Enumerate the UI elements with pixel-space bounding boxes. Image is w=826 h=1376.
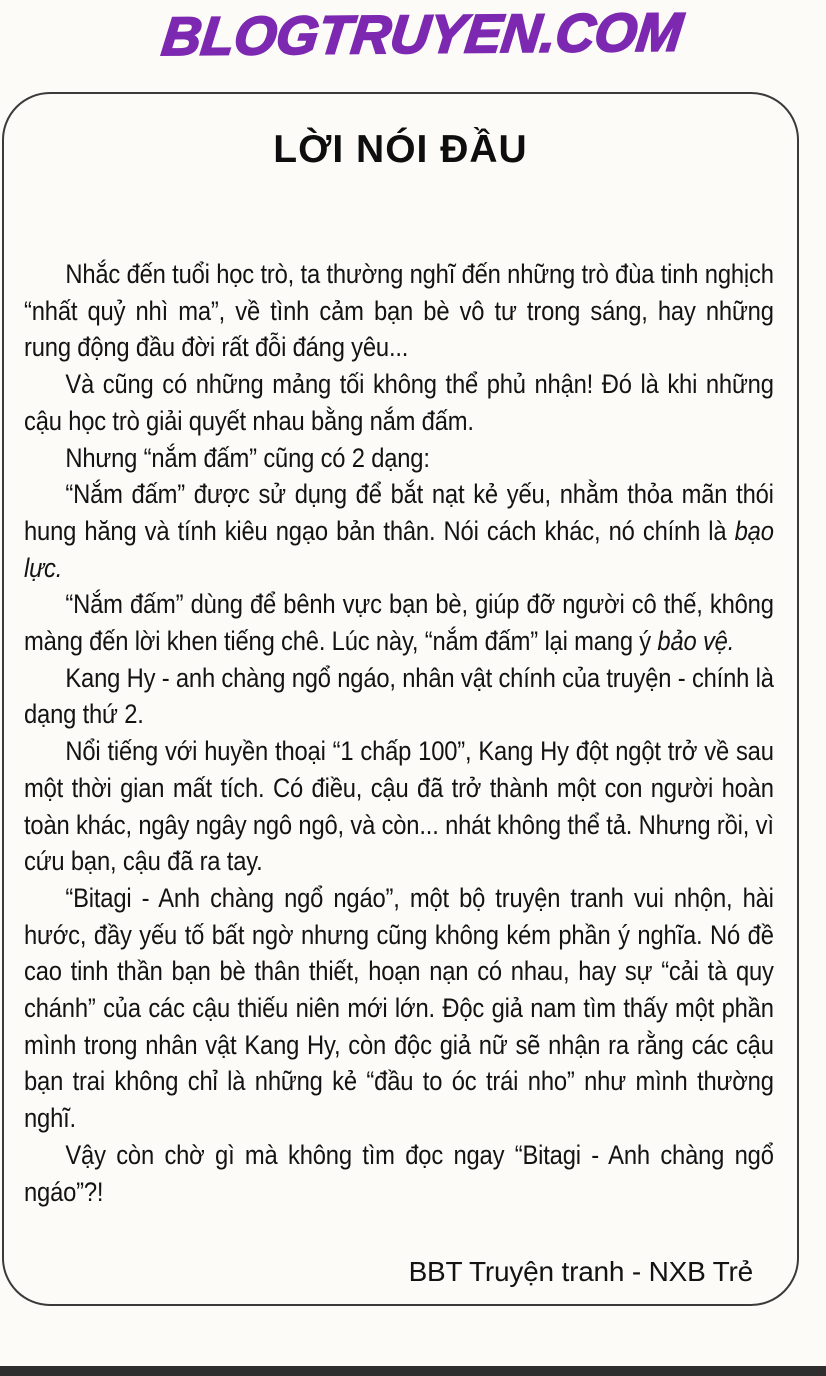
page-title: LỜI NÓI ĐẦU — [273, 128, 528, 171]
preface-text — [24, 256, 774, 1210]
paragraph-7 — [24, 733, 774, 880]
paragraph-1 — [24, 256, 774, 366]
text-segment: Vậy còn chờ gì mà không tìm đọc ngay “Bitagi - Anh chàng ngổ ngáo”?! — [24, 1139, 774, 1207]
preface-box — [2, 92, 799, 1306]
text-segment: “Nắm đấm” được sử dụng để bắt nạt kẻ yếu, nhằm thỏa mãn thói hung hăng và tính kiêu ngạo bản thân. Nói cách khác, nó chính là — [24, 479, 774, 546]
scan-edge — [0, 1366, 826, 1376]
text-segment: “Nắm đấm” dùng để bênh vực bạn bè, giúp đỡ người cô thế, không màng đến lời khen tiếng chê. Lúc này, “nắm đấm” lại mang ý — [24, 589, 774, 657]
text-segment: Nhưng “nắm đấm” cũng có 2 dạng: — [65, 442, 430, 473]
text-segment: Nổi tiếng với huyền thoại “1 chấp 100”, Kang Hy đột ngột trở về sau một thời gian mất tích. Có điều, cậu đã trở thành một con người hoàn toàn khác, ngây ngây ngô ngô, và còn... nhát không thể tả. Nhưng rồi, vì cứu bạn, cậu đã ra tay. — [24, 736, 774, 877]
paragraph-9 — [24, 1137, 774, 1210]
text-segment: Kang Hy - anh chàng ngổ ngáo, nhân vật chính của truyện - chính là dạng thứ 2. — [24, 662, 774, 730]
paragraph-5 — [24, 586, 774, 659]
paragraph-3 — [24, 440, 774, 477]
preface-body-wrapper — [24, 256, 774, 1210]
text-segment: Và cũng có những mảng tối không thể phủ nhận! Đó là khi những cậu học trò giải quyết nhau bằng nắm đấm. — [24, 369, 774, 436]
text-segment: Nhắc đến tuổi học trò, ta thường nghĩ đến những trò đùa tinh nghịch “nhất quỷ nhì ma”, về tình cảm bạn bè vô tư trong sáng, hay những rung động đầu đời rất đỗi đáng yêu... — [24, 259, 774, 363]
paragraph-2 — [24, 366, 774, 439]
emphasized-text: bạo lực. — [24, 515, 774, 583]
paragraph-6 — [24, 660, 774, 733]
paragraph-4 — [24, 476, 774, 586]
emphasized-text: bảo vệ. — [657, 626, 735, 657]
paragraph-8 — [24, 880, 774, 1137]
site-logo: BLOGTRUYEN.COM — [159, 2, 686, 67]
signature: BBT Truyện tranh - NXB Trẻ — [408, 1256, 753, 1287]
text-segment: “Bitagi - Anh chàng ngổ ngáo”, một bộ truyện tranh vui nhộn, hài hước, đầy yếu tố bất ngờ nhưng cũng không kém phần ý nghĩa. Nó đề cao tinh thần bạn bè thân thiết, hoạn nạn có nhau, hay sự “cải tà quy chánh” của các cậu thiếu niên mới lớn. Độc giả nam tìm thấy một phần mình trong nhân vật Kang Hy, còn độc giả nữ sẽ nhận ra rằng các cậu bạn trai không chỉ là những kẻ “đầu to óc trái nho” như mình thường nghĩ. — [24, 882, 774, 1134]
